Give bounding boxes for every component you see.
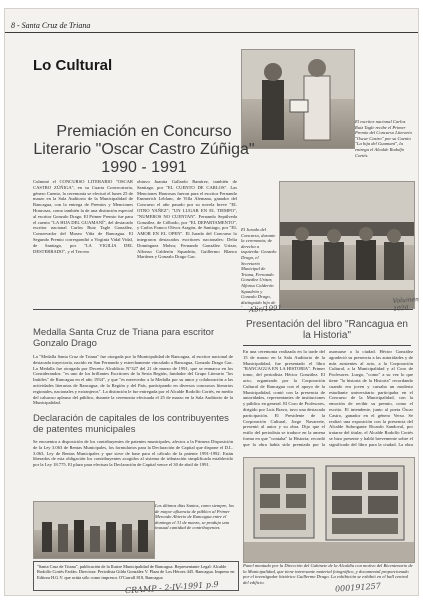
handwritten-volume-note: Volumen 1020 <box>392 296 420 313</box>
photo-market <box>33 501 155 559</box>
article-headline-contest: Premiación en Concurso Literario "Oscar Castro Zúñiga" 1990 - 1991 <box>33 123 255 176</box>
article-book-col1: En una ceremonia realizada en la tarde del 15 de marzo en la Sala Auditorio de la Municipalidad, fue presentado el libro "RANCAGUA EN LA HISTORIA". Primer tomo, del periodista Héctor González. El acto, organizado por la Corporación Cultural de Rancagua con el apoyo de la Municipalidad, contó con la presencia de autoridades, representantes de instituciones y público en general. El Coro de Profesores, dirigido por Luis Bravo, tuvo una destacada participación. El Presidente de la Corporación Cultural, Jorge Navarrete, presentó al autor y su obra. Dijo que el estilo del periodista se traduce en la amena forma en que "contaba" la Historia; recordó que la obra había sido premiada por la <box>243 349 325 447</box>
article-book-col2: asomarse a la ciudad. Héctor González agradeció su presencia a las autoridades y de más asistentes al acto, a la Corporación Cultural, a la Municipalidad y al Coro de Profesores. Luego, "como" a su vez lo que tiene "la historia de la Historia" recordando cuando era joven y cursaba un modesto estudiante universitario participaba en el Concurso de la Municipalidad, con la emoción de recibir su premio, como el escrito. El intendente, junto al poeta Óscar Castro, ganador en el género Verso. Se realizó una exposición con la presencia del Alcalde Subrogante Ricardo Sandoval, por tratarse del titular, el Alcalde Rodolfo Cortés se hizo presente y habló brevemente sobre el significado del libro para la ciudad. La obra <box>329 349 413 447</box>
article-headline-medal: Medalla Santa Cruz de Triana para escritor Gonzalo Drago <box>33 327 215 349</box>
photo-market-crowd <box>34 502 154 558</box>
publication-credit-box: "Santa Cruz de Triana", publicación de la Ilustre Municipalidad de Rancagua. Representante Legal: Alcalde Rodolfo Cortés Farfán. Directora: Periodista Gilda González V. Plaza de Los Héroes 445. Rancagua. Impreso en Editora H.G.V. que actúa sólo como impresor. O'Carroll 818, Rancagua <box>33 561 239 591</box>
article-contest-col1: Culminó el CONCURSO LITERARIO "OSCAR CASTRO ZÚÑIGA", en su Cuarta Convocatoria, género Cuento, la ceremonia se efectuó el lunes 25 de marzo en la Sala Auditorio de la Municipalidad de Rancagua, con la entrega de Premios y Menciones Honrosas, como también la de una distinción especial al escritor Gonzalo Drago. El Primer Premio fue para el cuento "LA HIJA DEL GUAMANÍ", del destacado escritor nacional Carlos Ruiz Tagle González, Conservador del Museo Viña de Rancagua. El Segundo Premio correspondió a Virginia Vidal Vidal, de Santiago, por "LA VIGILIA DEL DESTERRADO", y el Tercero <box>33 179 133 254</box>
photo-award-caption: El escritor nacional Carlos Ruiz Tagle recibe el Primer Premio del Concurso Literario "Oscar Castro" por su Cuento "La hija del Guamaní", la entrega el Alcalde Rodolfo Cortés. <box>355 119 412 158</box>
article-medal-body: La "Medalla Santa Cruz de Triana" fue otorgada por la Municipalidad de Rancagua, al escritor nacional de destacada trayectoria, nacido en San Fernando y estrechamente vinculado a Rancagua, Gonzalo Drago Gac. La Medalla fue otorgada por Decreto Alcaldicio N°327 del 21 de marzo de 1991, que se enmarca en los Considerandos: "es uno de los brillantes Escritores de la Sexta Región, fundador del Grupo Literario "los Inútiles" de Rancagua en el año 1934", y que "es merecedor a la Medalla por su amor y colaboración a las actividades literarias de Rancagua, de la Región y del País, participando en diversos concursos literarios regionales, nacionales y extranjeros". La distinción le fue entregada por el Alcalde Rodolfo Cortés, en medio del caluroso aplauso del público, durante la ceremonia efectuada el 25 de marzo en la Sala Auditorio de la Municipalidad. <box>33 354 233 406</box>
article-headline-book: Presentación del libro "Rancagua en la Historia" <box>246 319 408 341</box>
article-headline-capital: Declaración de capitales de los contribuyentes de patentes municipales <box>33 413 229 435</box>
book-headline-rule <box>243 345 411 346</box>
divider-rule <box>33 309 413 310</box>
photo-award-ceremony <box>241 49 355 149</box>
photo-jury <box>279 181 415 309</box>
photo-exhibit-panel <box>243 457 415 563</box>
photo-exhibit-boards <box>244 458 414 562</box>
article-contest-col2: obtuvo Juanita Gallardo Ramírez, también de Santiago, por "EL CUENTO DE CARLOS". Las Menciones Honrosas fueron para el escritor Fernando Emmerich Leblanc, de Villa Alemana, ganador del Concurso el año pasado por su novela breve "EL OTRO YAÑEZ"; "UN LUGAR EN EL TIEMPO", "NUMEROS NO CUENTAN". Fernando Sepúlveda González, de Cólbodo, por "EL DEPARTAMENTO", y Carlos Franco Olivos Aragón, de Santiago, por "EL AMOR EN EL OPEN". El Jurado del Concurso lo integraron destacados escritores nacionales: Delia Domínguez Mohor, Fernando González Urizar, Alfonso Calderón Squadrito, Guillermo Blanco Martínez y Gonzalo Drago Gac. <box>137 179 237 260</box>
page-header: 8 - Santa Cruz de Triana <box>11 21 91 30</box>
photo-figures <box>242 50 354 148</box>
photo-jury-figures <box>280 182 414 308</box>
article-capital-body: Se encuentra a disposición de los contribuyentes de patentes municipales, afectos a la Primera Disposición de la Ley 3.063 de Rentas Municipales, los formularios para la Declaración de Capital que dispone el D.L. 3.063, Ley de Rentas Municipales y que sirve de base para el cálculo de la patente 1991-1992. Están liberados de esta obligación los contribuyentes acogidos al sistema de tributación simplificada establecido por la Ley 18.775. El plazo para efectuar la Declaración de Capital vence el 30 de abril de 1991. <box>33 439 233 468</box>
section-label: Lo Cultural <box>33 57 113 74</box>
newspaper-page <box>4 8 419 596</box>
handwritten-date-stamp: Abr/1991 <box>248 303 283 315</box>
photo-exhibit-caption: Panel montado por la Dirección del Gabinete de la Alcaldía con motivo del Bicentenario de la Municipalidad, que tiene interesante material fotográfico, y documental proporcionado por el investigador histórico Guillermo Drago. La exhibición se exhibió en el hall central del edificio. <box>243 563 413 585</box>
photo-jury-caption: El Jurado del Concurso, durante la ceremonia; de derecha a izquierda: Gonzalo Drago, el Secretario Municipal de Triana, Fernando González Urizar, Alfonso Calderón Squadrito y Gonzalo Drago, distinguido hijo de <box>241 227 277 305</box>
handwritten-citation: CRAMP - 2-IV-1991 p.9 <box>124 579 219 596</box>
photo-market-caption: Los últimos días Santos, como siempre, los de mayor afluencia de público al Primer Mercado Abierto de Rancagua entre el domingo el 31 de marzo, se produjo una inusual cantidad de contribuyentes. <box>155 503 234 531</box>
handwritten-catalog-number: 000191257 <box>334 581 382 594</box>
header-rule <box>5 32 418 33</box>
